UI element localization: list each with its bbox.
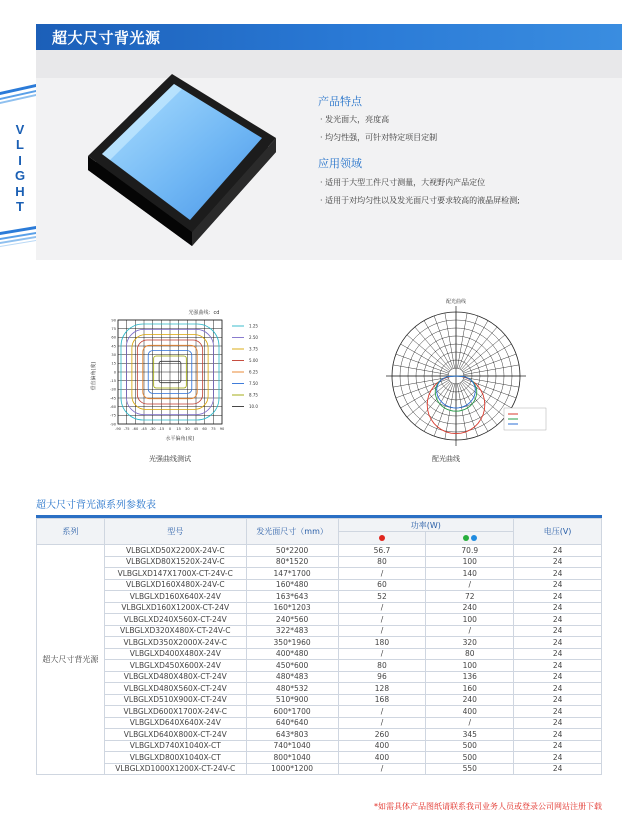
polar-spoke <box>463 344 511 372</box>
polar-chart-caption: 配光曲线 <box>432 455 460 463</box>
polar-spoke <box>393 377 448 387</box>
polar-spoke <box>434 316 453 369</box>
contour-legend-label: 6.25 <box>249 369 258 375</box>
col-header-power: 功率(W) <box>338 519 514 532</box>
contour-xlabel: 水平偏角(度) <box>165 436 195 442</box>
table-title: 超大尺寸背光源系列参数表 <box>36 500 156 511</box>
polar-spoke <box>464 354 517 373</box>
contour-x-tick-label: -15 <box>158 427 165 431</box>
model-cell: VLBGLXD240X560X-CT-24V <box>104 614 246 626</box>
model-cell: VLBGLXD1000X1200X-CT-24V-C <box>104 763 246 775</box>
size-cell: 160*480 <box>246 579 338 591</box>
voltage-cell: 24 <box>514 625 602 637</box>
table-row <box>37 625 602 637</box>
size-cell: 480*532 <box>246 683 338 695</box>
polar-spoke <box>396 379 449 398</box>
brand-letter: L <box>16 137 24 153</box>
contour-x-tick-label: -30 <box>149 427 156 431</box>
polar-spoke <box>464 365 519 375</box>
polar-spoke <box>464 379 517 398</box>
power-green-blue-cell: 320 <box>426 637 514 649</box>
table-row <box>37 752 602 764</box>
size-cell: 400*480 <box>246 648 338 660</box>
polar-distribution-chart <box>372 296 552 448</box>
application-item: · 适用于对均匀性以及发光面尺寸要求较高的液晶屏检测; <box>320 196 520 205</box>
contour-y-tick-label: 90 <box>111 318 116 323</box>
model-cell: VLBGLXD800X1040X-CT <box>104 752 246 764</box>
contour-x-tick-label: 60 <box>202 427 207 431</box>
brand-letter: G <box>14 168 26 184</box>
contour-y-tick-label: 15 <box>111 361 116 366</box>
voltage-cell: 24 <box>514 740 602 752</box>
table-row <box>37 729 602 741</box>
power-red-cell: 128 <box>338 683 426 695</box>
power-red-cell: 400 <box>338 752 426 764</box>
brand-letter: V <box>15 122 25 137</box>
voltage-cell: 24 <box>514 545 602 557</box>
table-row <box>37 614 602 626</box>
contour-y-tick-label: 0 <box>113 370 116 375</box>
contour-chart-caption: 光强曲线测试 <box>149 455 191 463</box>
contour-legend-label: 2.50 <box>249 335 258 340</box>
size-cell: 640*640 <box>246 717 338 729</box>
brand-letter: I <box>18 152 22 168</box>
size-cell: 163*643 <box>246 591 338 603</box>
model-cell: VLBGLXD640X800X-CT-24V <box>104 729 246 741</box>
application-text: 适用于对均匀性以及发光面尺寸要求较高的液晶屏检测; <box>325 196 520 205</box>
contour-x-tick-label: 75 <box>211 427 216 431</box>
application-text: 适用于大型工件尺寸测量，大视野内产品定位 <box>325 178 486 187</box>
power-green-blue-cell: 345 <box>426 729 514 741</box>
table-row <box>37 740 602 752</box>
size-cell: 160*1203 <box>246 602 338 614</box>
size-cell: 643*803 <box>246 729 338 741</box>
col-header-size: 发光面尺寸（mm） <box>246 519 338 545</box>
model-cell: VLBGLXD320X480X-CT-24V-C <box>104 625 246 637</box>
power-green-blue-cell: 500 <box>426 740 514 752</box>
polar-spoke <box>457 313 467 368</box>
voltage-cell: 24 <box>514 579 602 591</box>
voltage-cell: 24 <box>514 591 602 603</box>
table-row <box>37 579 602 591</box>
contour-y-tick-label: -90 <box>110 422 116 427</box>
table-row <box>37 545 602 557</box>
contour-legend-label: 3.75 <box>249 346 258 352</box>
feature-text: 发光面大，亮度高 <box>325 115 390 124</box>
contour-x-tick-label: 15 <box>176 427 181 431</box>
voltage-cell: 24 <box>514 763 602 775</box>
power-green-blue-cell: 240 <box>426 694 514 706</box>
size-cell: 50*2200 <box>246 545 338 557</box>
contour-x-tick-label: -60 <box>132 427 139 431</box>
size-cell: 350*1960 <box>246 637 338 649</box>
col-header-power-green-blue <box>426 532 514 545</box>
red-dot-icon <box>379 535 385 541</box>
contour-x-tick-label: 0 <box>168 427 172 431</box>
table-row <box>37 763 602 775</box>
size-cell: 240*560 <box>246 614 338 626</box>
backlight-product-image <box>80 74 284 250</box>
model-cell: VLBGLXD640X640X-24V <box>104 717 246 729</box>
voltage-cell: 24 <box>514 671 602 683</box>
size-cell: 450*600 <box>246 660 338 672</box>
col-header-voltage: 电压(V) <box>514 519 602 545</box>
polar-spoke <box>462 335 505 371</box>
voltage-cell: 24 <box>514 683 602 695</box>
power-green-blue-cell: 400 <box>426 706 514 718</box>
polar-spoke <box>401 344 449 372</box>
polar-spoke <box>461 327 497 370</box>
contour-ylabel: 垂直偏角(度) <box>91 361 97 391</box>
polar-chart-title: 配光曲线 <box>445 299 467 305</box>
size-cell: 147*1700 <box>246 568 338 580</box>
power-red-cell: 180 <box>338 637 426 649</box>
polar-spoke <box>424 383 452 431</box>
power-red-cell: / <box>338 568 426 580</box>
spec-table <box>36 518 602 775</box>
contour-legend-label: 10.0 <box>249 404 258 409</box>
size-cell: 740*1040 <box>246 740 338 752</box>
voltage-cell: 24 <box>514 637 602 649</box>
features-heading: 产品特点 <box>318 95 362 108</box>
model-cell: VLBGLXD80X1520X-24V-C <box>104 556 246 568</box>
voltage-cell: 24 <box>514 694 602 706</box>
voltage-cell: 24 <box>514 660 602 672</box>
power-red-cell: / <box>338 602 426 614</box>
power-red-cell: 80 <box>338 556 426 568</box>
contour-legend <box>232 324 258 410</box>
contour-y-tick-label: 30 <box>111 352 116 357</box>
polar-spoke <box>459 316 478 369</box>
contour-y-tick-label: -15 <box>110 378 116 383</box>
header-bar <box>36 24 622 50</box>
contour-y-tick-label: 75 <box>111 326 116 331</box>
contour-x-tick-label: -90 <box>115 427 121 431</box>
download-note: *如需具体产品图纸请联系我司业务人员或登录公司网站注册下载 <box>374 802 602 811</box>
polar-spoke <box>460 383 488 431</box>
contour-y-tick-label: -45 <box>110 396 116 401</box>
applications-heading: 应用领域 <box>318 157 362 170</box>
power-green-blue-cell: / <box>426 625 514 637</box>
brand-vertical-letters <box>12 122 28 214</box>
brand-letter: T <box>16 199 24 215</box>
voltage-cell: 24 <box>514 752 602 764</box>
table-row <box>37 602 602 614</box>
col-header-power-red <box>338 532 426 545</box>
power-green-blue-cell: 100 <box>426 660 514 672</box>
table-row <box>37 717 602 729</box>
blue-dot-icon <box>471 535 477 541</box>
polar-spoke <box>393 365 448 375</box>
voltage-cell: 24 <box>514 717 602 729</box>
table-row <box>37 683 602 695</box>
model-cell: VLBGLXD510X900X-CT-24V <box>104 694 246 706</box>
contour-legend-label: 5.00 <box>249 358 258 363</box>
size-cell: 800*1040 <box>246 752 338 764</box>
voltage-cell: 24 <box>514 706 602 718</box>
contour-legend-label: 8.75 <box>249 392 258 398</box>
table-row <box>37 637 602 649</box>
voltage-cell: 24 <box>514 556 602 568</box>
model-cell: VLBGLXD480X560X-CT-24V <box>104 683 246 695</box>
power-green-blue-cell: 80 <box>426 648 514 660</box>
power-red-cell: / <box>338 625 426 637</box>
power-red-cell: / <box>338 648 426 660</box>
col-header-series: 系列 <box>37 519 105 545</box>
table-row <box>37 706 602 718</box>
contour-y-tick-label: 60 <box>111 335 116 340</box>
power-red-cell: / <box>338 706 426 718</box>
table-row <box>37 568 602 580</box>
polar-spoke <box>424 321 452 369</box>
contour-x-tick-label: -75 <box>123 427 130 431</box>
table-row <box>37 648 602 660</box>
size-cell: 80*1520 <box>246 556 338 568</box>
power-red-cell: 96 <box>338 671 426 683</box>
size-cell: 510*900 <box>246 694 338 706</box>
green-dot-icon <box>463 535 469 541</box>
model-cell: VLBGLXD450X600X-24V <box>104 660 246 672</box>
table-row <box>37 671 602 683</box>
table-row <box>37 660 602 672</box>
power-red-cell: / <box>338 614 426 626</box>
power-green-blue-cell: 140 <box>426 568 514 580</box>
contour-x-tick-label: 90 <box>219 427 225 431</box>
model-cell: VLBGLXD740X1040X-CT <box>104 740 246 752</box>
power-green-blue-cell: 136 <box>426 671 514 683</box>
power-green-blue-cell: / <box>426 717 514 729</box>
power-green-blue-cell: 500 <box>426 752 514 764</box>
contour-chart-title: 光强曲线：cd <box>188 310 220 316</box>
power-red-cell: 260 <box>338 729 426 741</box>
power-red-cell: 60 <box>338 579 426 591</box>
power-red-cell: 80 <box>338 660 426 672</box>
size-cell: 322*483 <box>246 625 338 637</box>
feature-text: 均匀性强，可针对特定项目定制 <box>325 133 438 142</box>
model-cell: VLBGLXD160X480X-24V-C <box>104 579 246 591</box>
intensity-contour-chart <box>84 304 274 444</box>
col-header-model: 型号 <box>104 519 246 545</box>
model-cell: VLBGLXD50X2200X-24V-C <box>104 545 246 557</box>
contour-y-tick-label: -30 <box>110 387 116 392</box>
model-cell: VLBGLXD600X1700X-24V-C <box>104 706 246 718</box>
power-red-cell: 56.7 <box>338 545 426 557</box>
size-cell: 480*483 <box>246 671 338 683</box>
voltage-cell: 24 <box>514 614 602 626</box>
contour-legend-label: 7.50 <box>249 381 258 386</box>
table-row <box>37 694 602 706</box>
power-green-blue-cell: 240 <box>426 602 514 614</box>
series-name-cell: 超大尺寸背光源 <box>37 545 105 775</box>
power-green-blue-cell: 160 <box>426 683 514 695</box>
model-cell: VLBGLXD160X640X-24V <box>104 591 246 603</box>
polar-spoke <box>460 321 488 369</box>
model-cell: VLBGLXD160X1200X-CT-24V <box>104 602 246 614</box>
power-red-cell: / <box>338 763 426 775</box>
table-row <box>37 556 602 568</box>
contour-y-tick-label: -75 <box>110 413 116 418</box>
power-red-cell: / <box>338 717 426 729</box>
polar-spoke <box>407 335 450 371</box>
voltage-cell: 24 <box>514 648 602 660</box>
page-title: 超大尺寸背光源 <box>52 29 161 47</box>
spec-table-body <box>37 545 602 775</box>
model-cell: VLBGLXD147X1700X-CT-24V-C <box>104 568 246 580</box>
power-red-cell: 168 <box>338 694 426 706</box>
application-item: · 适用于大型工件尺寸测量，大视野内产品定位 <box>320 178 486 187</box>
power-green-blue-cell: 70.9 <box>426 545 514 557</box>
contour-x-tick-label: 45 <box>193 427 199 431</box>
power-green-blue-cell: 72 <box>426 591 514 603</box>
brand-letter: H <box>15 183 25 199</box>
model-cell: VLBGLXD350X2000X-24V-C <box>104 637 246 649</box>
polar-spoke <box>463 380 511 408</box>
voltage-cell: 24 <box>514 602 602 614</box>
feature-item: · 均匀性强，可针对特定项目定制 <box>320 133 438 142</box>
contour-legend-label: 1.25 <box>249 323 258 329</box>
size-cell: 1000*1200 <box>246 763 338 775</box>
contour-y-tick-label: 45 <box>111 344 116 349</box>
contour-x-tick-label: 30 <box>185 427 190 431</box>
polar-spoke <box>415 327 451 370</box>
contour-x-tick-label: -45 <box>141 427 147 431</box>
power-red-cell: 52 <box>338 591 426 603</box>
table-row <box>37 591 602 603</box>
polar-spoke <box>464 377 519 387</box>
model-cell: VLBGLXD480X480X-CT-24V <box>104 671 246 683</box>
power-green-blue-cell: 550 <box>426 763 514 775</box>
voltage-cell: 24 <box>514 568 602 580</box>
size-cell: 600*1700 <box>246 706 338 718</box>
power-green-blue-cell: 100 <box>426 556 514 568</box>
power-red-cell: 400 <box>338 740 426 752</box>
polar-spoke <box>401 380 449 408</box>
polar-spoke <box>396 354 449 373</box>
model-cell: VLBGLXD400X480X-24V <box>104 648 246 660</box>
polar-legend <box>504 408 546 430</box>
feature-item: · 发光面大，亮度高 <box>320 115 390 124</box>
power-green-blue-cell: / <box>426 579 514 591</box>
power-green-blue-cell: 100 <box>426 614 514 626</box>
polar-spoke <box>445 313 455 368</box>
voltage-cell: 24 <box>514 729 602 741</box>
contour-y-tick-label: -60 <box>110 404 116 409</box>
